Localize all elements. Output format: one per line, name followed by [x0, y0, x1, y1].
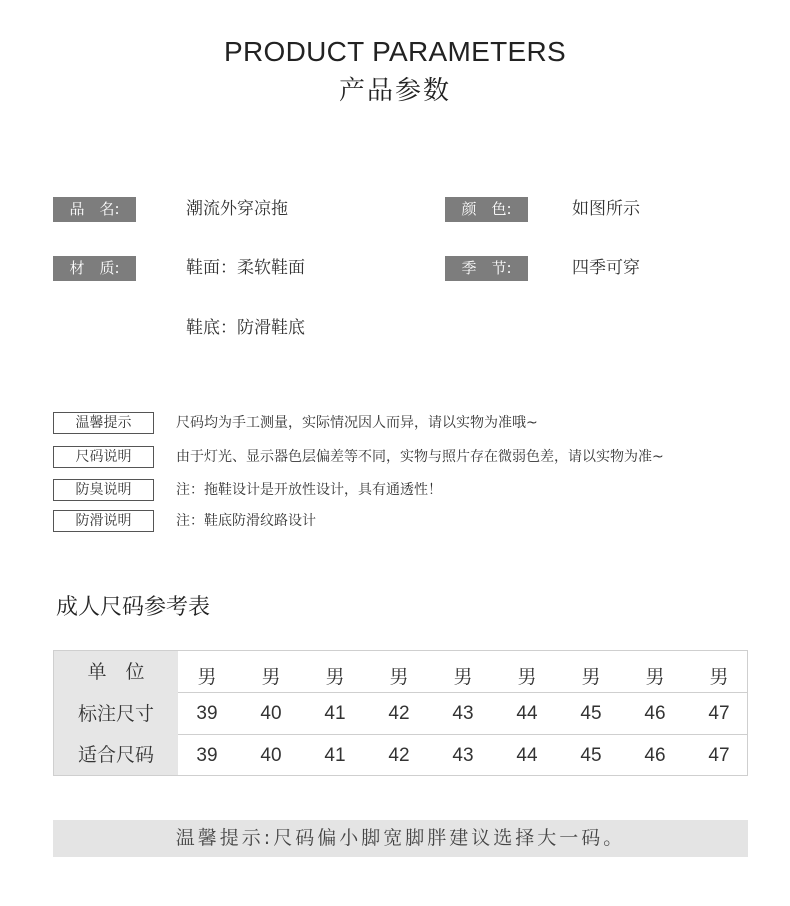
page-title-zh: 产品参数 — [338, 76, 451, 106]
page-title-en: PRODUCT PARAMETERS — [224, 36, 566, 67]
table-cell: 42 — [388, 703, 410, 724]
row-divider — [178, 692, 747, 693]
table-cell: 男 — [197, 667, 217, 688]
table-cell: 男 — [389, 667, 409, 688]
table-cell: 男 — [709, 667, 729, 688]
table-cell: 男 — [581, 667, 601, 688]
table-cell: 40 — [260, 745, 282, 766]
material-label-tag: 材 质: — [53, 256, 136, 281]
note-text-antislip: 注：鞋底防滑纹路设计 — [176, 513, 316, 529]
size-tip-banner: 温馨提示:尺码偏小脚宽脚胖建议选择大一码。 — [53, 820, 748, 857]
table-cell: 44 — [516, 745, 538, 766]
table-cell: 男 — [261, 667, 281, 688]
note-label-antislip: 防滑说明 — [53, 510, 154, 532]
color-label-tag: 颜 色: — [445, 197, 528, 222]
row-head-fit-size: 适合尺码 — [54, 735, 178, 775]
name-value: 潮流外穿凉拖 — [186, 199, 288, 219]
season-label-tag: 季 节: — [445, 256, 528, 281]
note-text-size: 由于灯光、显示器色层偏差等不同，实物与照片存在微弱色差，请以实物为准~ — [176, 449, 664, 465]
row-head-unit: 单 位 — [54, 651, 178, 693]
table-cell: 41 — [324, 703, 346, 724]
color-value: 如图所示 — [572, 199, 640, 219]
table-cell: 47 — [708, 745, 730, 766]
table-cell: 46 — [644, 745, 666, 766]
name-label-tag: 品 名: — [53, 197, 136, 222]
table-cell: 男 — [645, 667, 665, 688]
note-text-odor: 注：拖鞋设计是开放性设计，具有通透性！ — [176, 482, 442, 498]
table-cell: 40 — [260, 703, 282, 724]
table-cell: 男 — [325, 667, 345, 688]
material-upper-value: 鞋面：柔软鞋面 — [186, 258, 305, 278]
note-label-warm-tip: 温馨提示 — [53, 412, 154, 434]
row-divider — [178, 734, 747, 735]
table-cell: 46 — [644, 703, 666, 724]
note-text-warm-tip: 尺码均为手工测量，实际情况因人而异，请以实物为准哦~ — [176, 415, 538, 431]
note-label-size: 尺码说明 — [53, 446, 154, 468]
table-cell: 43 — [452, 703, 474, 724]
table-cell: 45 — [580, 745, 602, 766]
table-cell: 43 — [452, 745, 474, 766]
table-cell: 39 — [196, 745, 218, 766]
season-value: 四季可穿 — [572, 258, 640, 278]
table-cell: 47 — [708, 703, 730, 724]
material-sole-value: 鞋底：防滑鞋底 — [186, 318, 305, 338]
table-cell: 44 — [516, 703, 538, 724]
table-cell: 41 — [324, 745, 346, 766]
table-cell: 42 — [388, 745, 410, 766]
size-table — [53, 650, 748, 776]
table-cell: 男 — [453, 667, 473, 688]
size-table-title: 成人尺码参考表 — [56, 595, 211, 620]
table-cell: 男 — [517, 667, 537, 688]
row-head-labeled-size: 标注尺寸 — [54, 693, 178, 735]
table-cell: 45 — [580, 703, 602, 724]
table-cell: 39 — [196, 703, 218, 724]
note-label-odor: 防臭说明 — [53, 479, 154, 501]
